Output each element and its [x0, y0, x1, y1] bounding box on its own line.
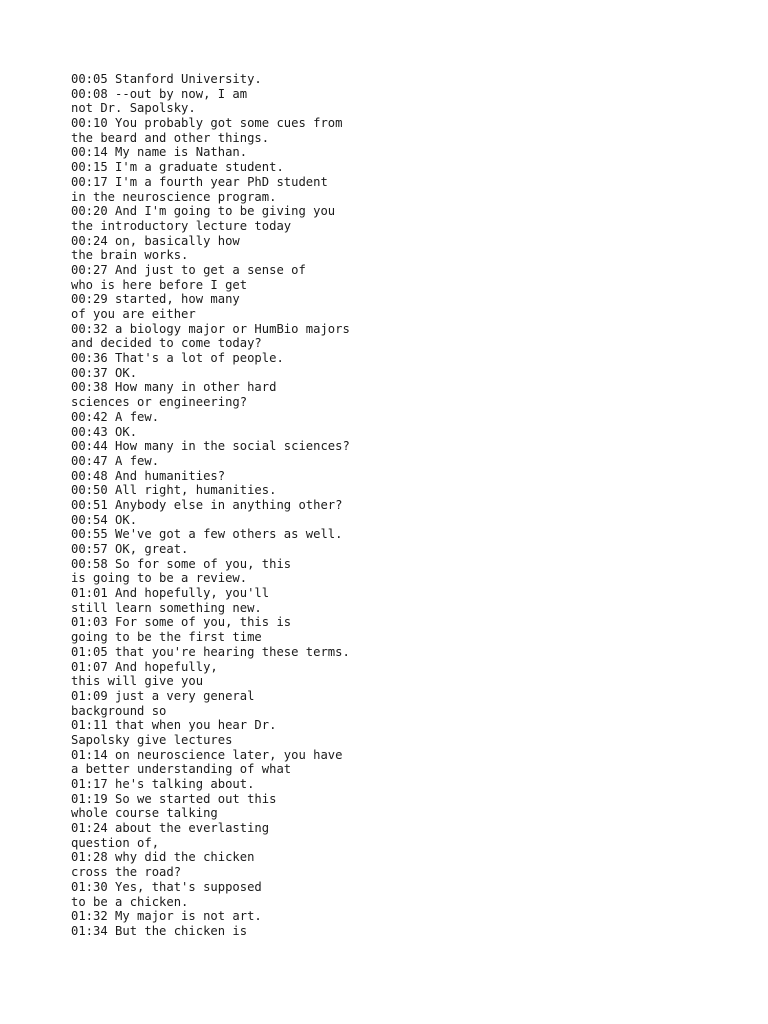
transcript-line: 00:54 OK. [71, 512, 138, 527]
transcript-line: 00:20 And I'm going to be giving you [71, 204, 336, 219]
transcript-line: 00:55 We've got a few others as well. [71, 527, 343, 542]
transcript-line: question of, [71, 835, 160, 850]
transcript-line: 00:36 That's a lot of people. [71, 351, 284, 366]
transcript-line: whole course talking [71, 806, 218, 821]
transcript-line: is going to be a review. [71, 571, 248, 586]
transcript-line: in the neuroscience program. [71, 189, 277, 204]
transcript-line: 01:09 just a very general [71, 688, 255, 703]
transcript-line: sciences or engineering? [71, 395, 248, 410]
transcript-line: 01:19 So we started out this [71, 791, 277, 806]
transcript-line: 00:44 How many in the social sciences? [71, 439, 350, 454]
transcript-line: 01:34 But the chicken is [71, 923, 248, 938]
transcript-line: 00:17 I'm a fourth year PhD student [71, 174, 328, 189]
transcript-line: 01:11 that when you hear Dr. [71, 718, 277, 733]
transcript-line: background so [71, 703, 167, 718]
transcript-line: 01:07 And hopefully, [71, 659, 218, 674]
transcript-line: 00:08 --out by now, I am [71, 86, 248, 101]
transcript-line: cross the road? [71, 865, 182, 880]
transcript-line: and decided to come today? [71, 336, 262, 351]
transcript-line: 00:47 A few. [71, 453, 160, 468]
transcript-line: to be a chicken. [71, 894, 189, 909]
transcript-line: who is here before I get [71, 277, 248, 292]
transcript-line: 01:24 about the everlasting [71, 821, 270, 836]
transcript-line: 00:58 So for some of you, this [71, 556, 292, 571]
transcript-line: 00:37 OK. [71, 365, 138, 380]
transcript-line: 00:43 OK. [71, 424, 138, 439]
transcript-line: 00:29 started, how many [71, 292, 240, 307]
transcript-line: 01:03 For some of you, this is [71, 615, 292, 630]
transcript-line: of you are either [71, 307, 196, 321]
transcript-line: Sapolsky give lectures [71, 732, 233, 747]
transcript-line: 00:32 a biology major or HumBio majors [71, 321, 350, 336]
transcript-line: 01:28 why did the chicken [71, 850, 255, 865]
transcript-line: 00:27 And just to get a sense of [71, 262, 306, 277]
transcript-line: 01:32 My major is not art. [71, 909, 262, 924]
transcript-line: 00:51 Anybody else in anything other? [71, 497, 343, 512]
transcript-line: the introductory lecture today [71, 218, 292, 233]
transcript-line: 00:50 All right, humanities. [71, 483, 277, 498]
transcript-line: 00:38 How many in other hard [71, 380, 277, 395]
transcript-line: 01:05 that you're hearing these terms. [71, 644, 350, 659]
transcript-line: the beard and other things. [71, 130, 270, 145]
transcript-line: going to be the first time [71, 630, 262, 645]
transcript-line: 01:30 Yes, that's supposed [71, 879, 262, 894]
transcript-line: 01:14 on neuroscience later, you have [71, 747, 343, 762]
transcript-line: 00:57 OK, great. [71, 542, 189, 556]
transcript-line: 00:24 on, basically how [71, 233, 240, 248]
transcript-line: 00:14 My name is Nathan. [71, 145, 248, 160]
transcript-line: the brain works. [71, 248, 189, 263]
transcript-line: 00:05 Stanford University. [71, 72, 262, 86]
transcript-text [71, 72, 350, 939]
transcript-line: 00:42 A few. [71, 409, 160, 424]
transcript-line: 01:01 And hopefully, you'll [71, 586, 270, 601]
transcript-line: 00:48 And humanities? [71, 468, 226, 483]
transcript-line: a better understanding of what [71, 762, 292, 777]
transcript-line: 00:15 I'm a graduate student. [71, 160, 284, 175]
transcript-line: not Dr. Sapolsky. [71, 101, 196, 116]
transcript-line: 00:10 You probably got some cues from [71, 116, 343, 131]
transcript-line: this will give you [71, 674, 204, 689]
transcript-line: still learn something new. [71, 600, 262, 615]
transcript-line: 01:17 he's talking about. [71, 777, 255, 791]
